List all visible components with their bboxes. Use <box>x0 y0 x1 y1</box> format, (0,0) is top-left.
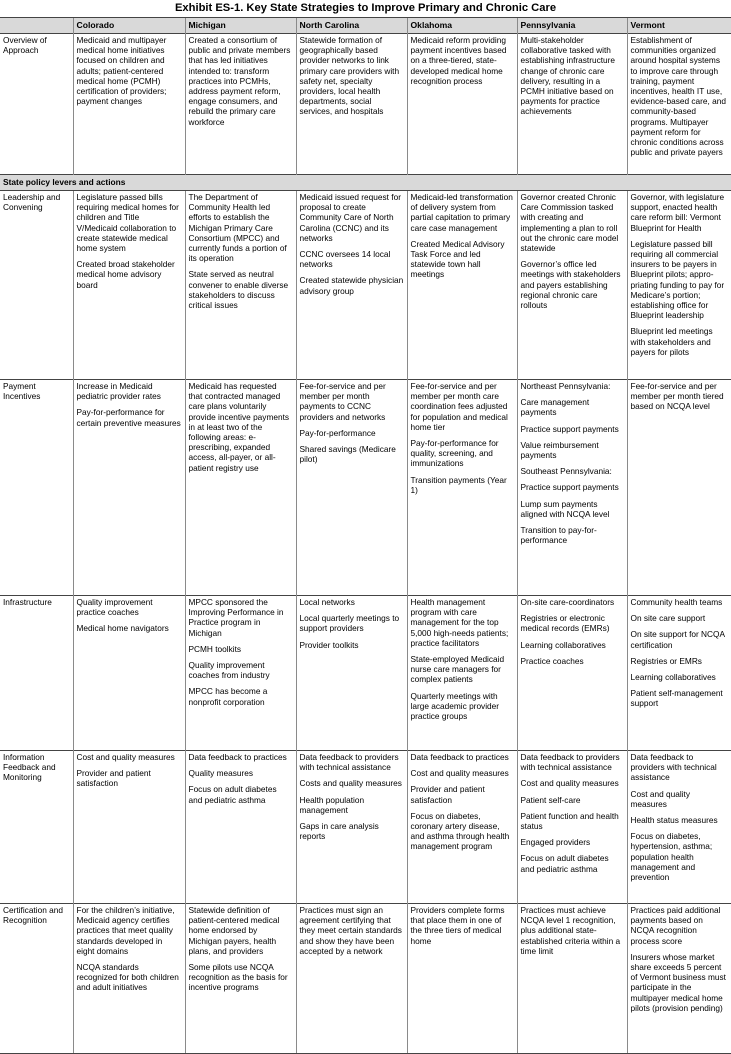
cell-paragraph: Establishment of communities organized around hospital systems to improve care through training, payment incentives, health IT use, evidence-based care, and community-based programs. Multipayer payment reform for chronic conditions across public and private payers <box>630 35 726 158</box>
cell-paragraph: Learning collaboratives <box>520 639 606 650</box>
policy-cell <box>407 904 517 1054</box>
header-vermont: Vermont <box>627 18 731 34</box>
cell-paragraph: Provider and patient satisfaction <box>410 784 485 805</box>
header-pennsylvania: Pennsylvania <box>517 18 627 34</box>
overview-cell <box>296 34 407 175</box>
cell-paragraph: Patient self-care <box>520 794 581 805</box>
policy-cell <box>407 596 517 751</box>
policy-row <box>0 596 731 751</box>
policy-cell <box>517 596 627 751</box>
cell-paragraph: Practice support payments <box>520 482 619 493</box>
cell-paragraph: Northeast Pennsylvania: <box>520 381 611 391</box>
cell-paragraph: Data feedback to providers with technical assistance <box>630 752 717 783</box>
cell-paragraph: Southeast Pennsylvania: <box>520 466 612 477</box>
cell-paragraph: Data feedback to practices <box>188 752 287 762</box>
row-label: Leadership and Convening <box>0 191 73 380</box>
cell-paragraph: Focus on adult diabetes and pediatric asthma <box>520 853 609 874</box>
cell-paragraph: Blueprint led meetings with stakeholders and payers for pilots <box>630 326 713 357</box>
cell-paragraph: On-site care-coordinators <box>520 597 615 607</box>
cell-paragraph: Practices must achieve NCQA level 1 recognition, plus additional state-established criteria within a time limit <box>520 905 621 956</box>
policy-cell <box>627 191 731 380</box>
cell-paragraph: Quarterly meetings with large academic provider practice groups <box>410 690 500 722</box>
policy-cell <box>185 596 296 751</box>
policy-cell <box>517 904 627 1054</box>
cell-paragraph: Patient self-management support <box>630 688 723 709</box>
policy-cell <box>627 751 731 904</box>
cell-paragraph: Created a consortium of public and private members that has led initiatives intended to: transform practices into PCMHs, address payment reform, engage consumers, and rebuild the primary care workforce <box>188 35 291 127</box>
cell-paragraph: Value reimbursement payments <box>520 439 599 461</box>
cell-paragraph: Increase in Medicaid pediatric provider rates <box>76 381 161 402</box>
policy-cell <box>296 596 407 751</box>
policy-cell <box>73 191 185 380</box>
overview-cell <box>627 34 731 175</box>
cell-paragraph: Patient function and health status <box>520 810 619 832</box>
policy-cell <box>296 904 407 1054</box>
policy-cell <box>73 904 185 1054</box>
header-row <box>0 18 731 34</box>
policy-row <box>0 904 731 1054</box>
cell-paragraph: Health management program with care management for the top 5,000 high-needs patients; practice facilitators <box>410 597 509 648</box>
cell-paragraph: Practices must sign an agreement certifying that they meet certain standards and show they have been accepted by a network <box>299 905 402 956</box>
cell-paragraph: Practice coaches <box>520 655 584 666</box>
cell-paragraph: Pay-for-performance for quality, screening, and immunizations <box>410 438 499 469</box>
policy-cell <box>73 596 185 751</box>
overview-row <box>0 34 731 175</box>
row-label: Certification and Recognition <box>0 904 73 1054</box>
cell-paragraph: Gaps in care analysis reports <box>299 821 379 842</box>
policy-cell <box>185 380 296 596</box>
cell-paragraph: Focus on diabetes, coronary artery disease, and asthma through health management program <box>410 810 510 852</box>
cell-paragraph: Cost and quality measures <box>76 752 175 762</box>
policy-cell <box>73 751 185 904</box>
cell-paragraph: Some pilots use NCQA recognition as the basis for incentive programs <box>188 962 288 993</box>
cell-paragraph: Data feedback to practices <box>410 752 509 762</box>
section-row <box>0 175 731 191</box>
cell-paragraph: Health population management <box>299 794 365 815</box>
cell-paragraph: Legislature passed bills requiring medical homes for children and Title V/Medicaid collaboration to create statewide medical home system <box>76 192 179 254</box>
header-michigan: Michigan <box>185 18 296 34</box>
cell-paragraph: Engaged providers <box>520 837 591 848</box>
state-strategies-table <box>0 17 731 1054</box>
policy-cell <box>296 191 407 380</box>
cell-paragraph: Medicaid reform providing payment incentives based on a three-tiered, state-developed medical home recognition process <box>410 35 507 86</box>
cell-paragraph: Quality measures <box>188 768 254 779</box>
cell-paragraph: Learning collaboratives <box>630 672 716 683</box>
cell-paragraph: Cost and quality measures <box>410 768 509 779</box>
cell-paragraph: Quality improvement practice coaches <box>76 597 153 618</box>
cell-paragraph: Cost and quality measures <box>630 788 690 809</box>
cell-paragraph: On site support for NCQA certification <box>630 629 725 650</box>
cell-paragraph: Created broad stakeholder medical home advisory board <box>76 259 175 290</box>
cell-paragraph: Costs and quality measures <box>299 778 402 789</box>
cell-paragraph: Quality improvement coaches from industry <box>188 660 270 681</box>
cell-paragraph: Focus on adult diabetes and pediatric asthma <box>188 784 277 805</box>
cell-paragraph: The Department of Community Health led efforts to establish the Michigan Primary Care Consortium (MPCC) and currently funds a portion of its operation <box>188 192 287 264</box>
cell-paragraph: State served as neutral convener to enable diverse stakeholders to discuss critical issues <box>188 269 289 311</box>
cell-paragraph: Pay-for-performance for certain preventive measures <box>76 407 181 428</box>
policy-cell <box>407 191 517 380</box>
cell-paragraph: Data feedback to providers with technical assistance <box>520 752 620 773</box>
cell-paragraph: Multi-stakeholder collaborative tasked with establishing infrastructure change of chronic care delivery, resulting in a PCMH initiative based on payments for practice achievements <box>520 35 616 117</box>
cell-paragraph: Pay-for-performance <box>299 427 376 438</box>
cell-paragraph: Fee-for-service and per member per month payments to CCNC providers and networks <box>299 381 386 422</box>
cell-paragraph: Fee-for-service and per member per month care coordination fees adjusted for population and medical home tier <box>410 381 508 432</box>
policy-cell <box>185 904 296 1054</box>
cell-paragraph: Medicaid has requested that contracted managed care plans voluntarily provide incentive payments in at least two of the following areas: e-prescribing, expanded access, all-payer, or all-patient registry use <box>188 381 290 473</box>
cell-paragraph: Statewide definition of patient-centered medical home endorsed by Michigan payers, health plans, and providers <box>188 905 280 956</box>
cell-paragraph: Practice support payments <box>520 423 619 434</box>
cell-paragraph: CCNC oversees 14 local networks <box>299 249 391 270</box>
overview-cell <box>407 34 517 175</box>
overview-cell <box>73 34 185 175</box>
header-oklahoma: Oklahoma <box>407 18 517 34</box>
row-label-overview: Overview of Approach <box>0 34 73 175</box>
policy-cell <box>407 380 517 596</box>
policy-cell <box>185 191 296 380</box>
cell-paragraph: Governor, with legislature support, enacted health care reform bill: Vermont Blueprint for Health <box>630 192 725 233</box>
cell-paragraph: Legislature passed bill requiring all commercial insurers to be payers in Blueprint pilots; appropriating funding to pay for Medicare’s portion; establishing office for Blueprint leadership <box>630 238 725 321</box>
cell-paragraph: Local networks <box>299 597 355 607</box>
policy-cell <box>627 904 731 1054</box>
header-blank <box>0 18 73 34</box>
policy-cell <box>185 751 296 904</box>
cell-paragraph: Created Medical Advisory Task Force and led statewide town hall meetings <box>410 238 505 280</box>
cell-paragraph: Registries or electronic medical records (EMRs) <box>520 613 610 634</box>
cell-paragraph: Medicaid issued request for proposal to create Community Care of North Carolina (CCNC) and its networks <box>299 192 401 243</box>
cell-paragraph: Medicaid-led transformation of delivery system from partial capitation to primary care case management <box>410 192 513 233</box>
cell-paragraph: Created statewide physician advisory group <box>299 275 404 296</box>
header-north-carolina: North Carolina <box>296 18 407 34</box>
row-label: Information Feedback and Monitoring <box>0 751 73 904</box>
cell-paragraph: Transition payments (Year 1) <box>410 474 507 495</box>
cell-paragraph: Insurers whose market share exceeds 5 percent of Vermont business must participate in the multipayer medical home pilots (provision pending) <box>630 951 726 1013</box>
cell-paragraph: Provider toolkits <box>299 639 359 650</box>
policy-cell <box>296 751 407 904</box>
cell-paragraph: Medical home navigators <box>76 623 169 634</box>
cell-paragraph: Care management payments <box>520 397 590 418</box>
overview-cell <box>517 34 627 175</box>
policy-row <box>0 191 731 380</box>
policy-cell <box>517 751 627 904</box>
policy-cell <box>627 380 731 596</box>
cell-paragraph: Fee-for-service and per member per month tiered based on NCQA level <box>630 381 724 412</box>
cell-paragraph: Governor created Chronic Care Commission tasked with creating and implementing a plan to roll out the chronic care model statewide <box>520 192 619 254</box>
cell-paragraph: Community health teams <box>630 597 723 607</box>
cell-paragraph: Governor’s office led meetings with stakeholders and payers establishing regional chronic care rollouts <box>520 259 621 311</box>
cell-paragraph: Providers complete forms that place them in one of the three tiers of medical home <box>410 905 505 946</box>
cell-paragraph: MPCC has become a nonprofit corporation <box>188 686 268 707</box>
cell-paragraph: NCQA standards recognized for both children and adult initiatives <box>76 962 179 993</box>
cell-paragraph: Cost and quality measures <box>520 778 619 789</box>
policy-cell <box>73 380 185 596</box>
cell-paragraph: Practices paid additional payments based on NCQA recognition process score <box>630 905 721 946</box>
policy-cell <box>627 596 731 751</box>
policy-row <box>0 751 731 904</box>
cell-paragraph: Local quarterly meetings to support providers <box>299 613 400 634</box>
cell-paragraph: PCMH toolkits <box>188 643 242 654</box>
cell-paragraph: Medicaid and multipayer medical home initiatives focused on children and adults; patient-centered medical home (PCMH) certification of providers; payment changes <box>76 35 167 107</box>
exhibit-title: Exhibit ES-1. Key State Strategies to Improve Primary and Chronic Care <box>174 2 557 14</box>
cell-paragraph: Health status measures <box>630 815 718 826</box>
overview-cell <box>185 34 296 175</box>
cell-paragraph: Registries or EMRs <box>630 655 702 666</box>
cell-paragraph: On site care support <box>630 613 706 624</box>
row-label: Infrastructure <box>0 596 73 751</box>
row-label: Payment Incentives <box>0 380 73 596</box>
cell-paragraph: For the children’s initiative, Medicaid agency certifies practices that meet quality standards developed in eight domains <box>76 905 175 956</box>
policy-cell <box>517 191 627 380</box>
policy-cell <box>517 380 627 596</box>
cell-paragraph: MPCC sponsored the Improving Performance in Practice program in Michigan <box>188 597 284 638</box>
cell-paragraph: Lump sum payments aligned with NCQA level <box>520 498 610 519</box>
policy-row <box>0 380 731 596</box>
cell-paragraph: Data feedback to providers with technical assistance <box>299 752 399 773</box>
cell-paragraph: State-employed Medicaid nurse care managers for complex patients <box>410 654 505 685</box>
header-colorado: Colorado <box>73 18 185 34</box>
policy-cell <box>296 380 407 596</box>
section-heading: State policy levers and actions <box>0 175 731 191</box>
cell-paragraph: Focus on diabetes, hypertension, asthma; population health management and prevention <box>630 831 713 883</box>
cell-paragraph: Statewide formation of geographically based provider networks to link primary care providers with safety net, specialty providers, local health departments, social services, and hospitals <box>299 35 400 117</box>
cell-paragraph: Shared savings (Medicare pilot) <box>299 444 396 465</box>
cell-paragraph: Transition to pay-for-performance <box>520 525 597 546</box>
cell-paragraph: Provider and patient satisfaction <box>76 768 151 789</box>
policy-cell <box>407 751 517 904</box>
